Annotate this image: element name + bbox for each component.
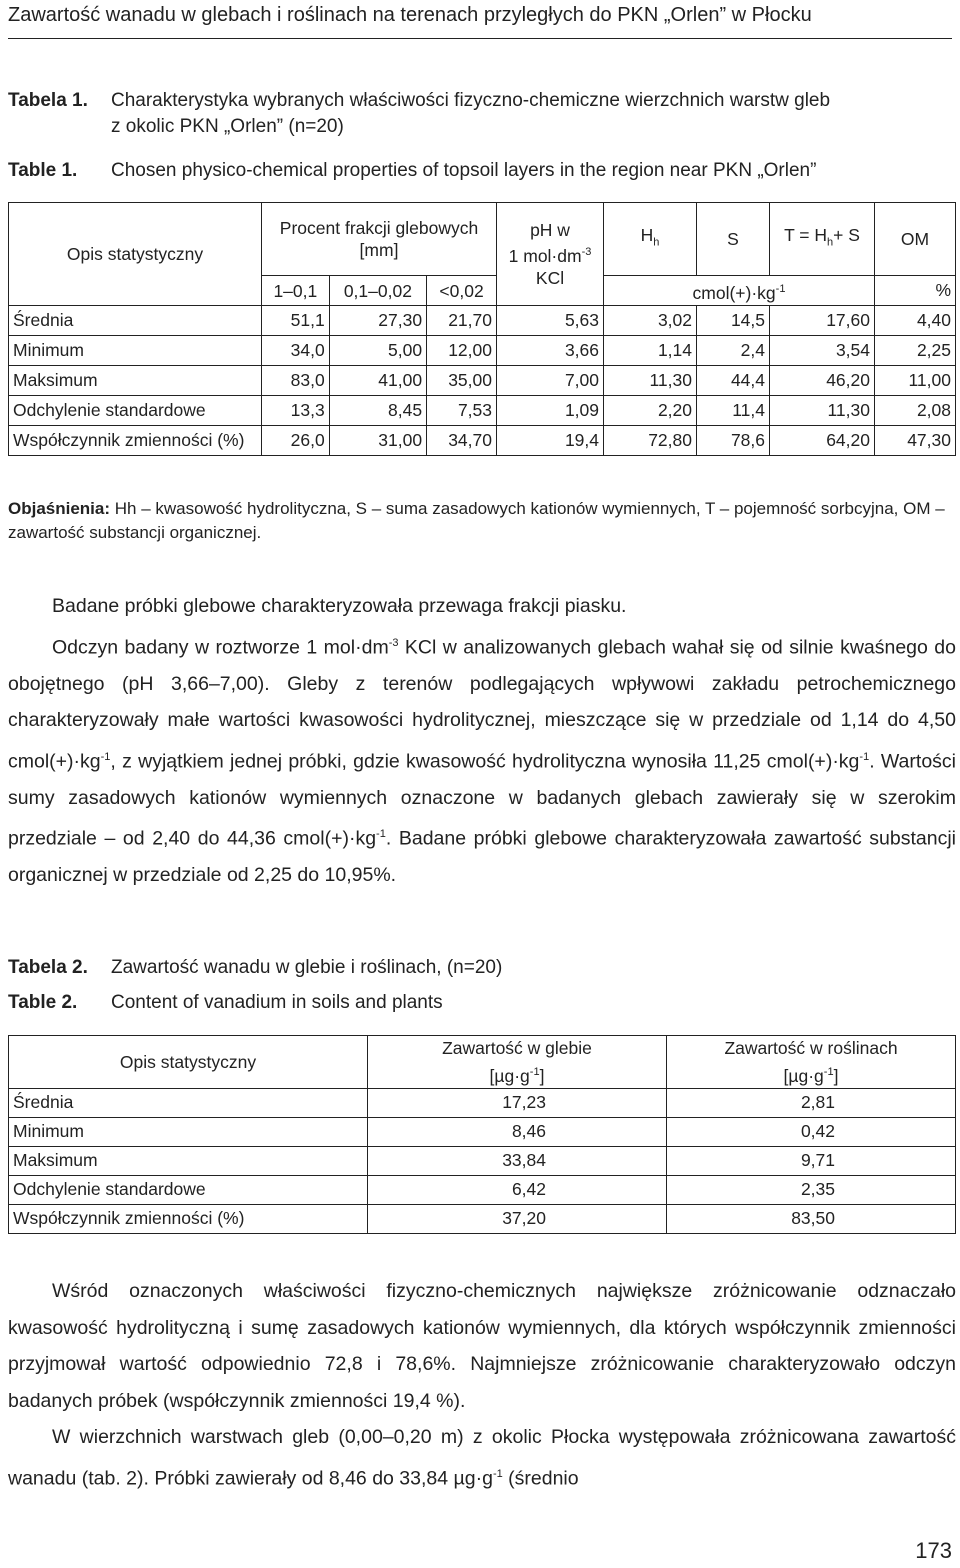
table-cell: 51,1 <box>262 306 330 336</box>
table-cell: 2,20 <box>604 396 697 426</box>
row-label: Minimum <box>9 1117 368 1146</box>
row-label: Współczynnik zmienności (%) <box>9 426 262 456</box>
row-label: Odchylenie standardowe <box>9 1175 368 1204</box>
table-row <box>9 1204 956 1233</box>
t1-unit-pct: % <box>875 276 956 306</box>
table2 <box>8 1035 956 1234</box>
table-cell: 5,00 <box>329 336 426 366</box>
table2-caption-en: Table 2. Content of vanadium in soils and plants <box>8 992 443 1013</box>
table-cell: 26,0 <box>262 426 330 456</box>
table-cell: 41,00 <box>329 366 426 396</box>
table-cell: 2,4 <box>697 336 770 366</box>
table-cell: 33,84 <box>368 1146 667 1175</box>
row-label: Odchylenie standardowe <box>9 396 262 426</box>
t1-header-t: $T = H_h+ S$ <box>770 203 875 276</box>
table-cell: 17,60 <box>770 306 875 336</box>
table-row <box>9 306 956 336</box>
table-cell: 11,30 <box>604 366 697 396</box>
table-cell: 7,53 <box>427 396 497 426</box>
t1-sub-f1: 1–0,1 <box>262 276 330 306</box>
t1-unit-cmol: $cmol(+)\cdot kg^{-1}$ <box>604 276 875 306</box>
table-cell: 11,30 <box>770 396 875 426</box>
table-cell: 8,46 <box>368 1117 667 1146</box>
t2-header-desc: Opis statystyczny <box>9 1036 368 1089</box>
table-cell: 0,42 <box>667 1117 956 1146</box>
table-cell: 12,00 <box>427 336 497 366</box>
table-row <box>9 1146 956 1175</box>
row-label: Współczynnik zmienności (%) <box>9 1204 368 1233</box>
table-cell: 3,54 <box>770 336 875 366</box>
table2-caption-pl: Tabela 2. Zawartość wanadu w glebie i roślinach, (n=20) <box>8 957 503 978</box>
table-row <box>9 1175 956 1204</box>
t1-header-hh: $H_h$ <box>604 203 697 276</box>
row-label: Średnia <box>9 306 262 336</box>
table-cell: 83,0 <box>262 366 330 396</box>
table-row <box>9 336 956 366</box>
table-cell: 27,30 <box>329 306 426 336</box>
row-label: Maksimum <box>9 366 262 396</box>
table-row <box>9 426 956 456</box>
table-cell: 31,00 <box>329 426 426 456</box>
table-cell: 9,71 <box>667 1146 956 1175</box>
t1-header-desc: Opis statystyczny <box>9 203 262 306</box>
table-cell: 34,70 <box>427 426 497 456</box>
t1-header-fraction: Procent frakcji glebowych [mm] <box>262 203 497 276</box>
running-header: Zawartość wanadu w glebach i roślinach na terenach przyległych do PKN „Orlen” w Płocku <box>8 2 952 39</box>
table-cell: 19,4 <box>497 426 604 456</box>
table-cell: 8,45 <box>329 396 426 426</box>
t1-header-ph: pH w 1 $mol\cdot dm^{-3}$ KCl <box>497 203 604 306</box>
row-label: Średnia <box>9 1088 368 1117</box>
table-cell: 4,40 <box>875 306 956 336</box>
table-cell: 2,25 <box>875 336 956 366</box>
t1-sub-f3: <0,02 <box>427 276 497 306</box>
table-cell: 1,14 <box>604 336 697 366</box>
table-cell: 6,42 <box>368 1175 667 1204</box>
table-cell: 2,08 <box>875 396 956 426</box>
table-cell: 3,66 <box>497 336 604 366</box>
table-cell: 35,00 <box>427 366 497 396</box>
t2-header-soil: Zawartość w glebie $[\mu g\cdot g^{-1}]$ <box>368 1036 667 1089</box>
table-cell: 13,3 <box>262 396 330 426</box>
table-row <box>9 396 956 426</box>
table-cell: 5,63 <box>497 306 604 336</box>
table-cell: 47,30 <box>875 426 956 456</box>
t1-sub-f2: 0,1–0,02 <box>329 276 426 306</box>
table-cell: 11,00 <box>875 366 956 396</box>
table-cell: 46,20 <box>770 366 875 396</box>
table-cell: 44,4 <box>697 366 770 396</box>
table-cell: 34,0 <box>262 336 330 366</box>
table1-explanation: Objaśnienia: Hh – kwasowość hydrolityczna, S – suma zasadowych kationów wymiennych, T – pojemność sorbcyjna, OM – zawartość substancji organicznej. <box>8 499 945 542</box>
table-cell: 78,6 <box>697 426 770 456</box>
table1-caption-en: Table 1. Chosen physico-chemical properties of topsoil layers in the region near PKN „Orlen” <box>8 160 817 181</box>
t1-header-om: OM <box>875 203 956 276</box>
table-cell: 37,20 <box>368 1204 667 1233</box>
table1 <box>8 202 956 456</box>
table-cell: 11,4 <box>697 396 770 426</box>
table-cell: 64,20 <box>770 426 875 456</box>
row-label: Minimum <box>9 336 262 366</box>
table-cell: 21,70 <box>427 306 497 336</box>
table-cell: 7,00 <box>497 366 604 396</box>
paragraph-2: Wśród oznaczonych właściwości fizyczno-chemicznych największe zróżnicowanie odznaczało kwasowość hydrolityczną i sumę zasadowych kationów wymiennych, dla których współczynnik zmienności przyjmował wartość odpowiednio 72,8 i 78,6%. Najmniejsze zróżnicowanie charakteryzowało odczyn badanych próbek (współczynnik zmienności 19,4 %). W wierzchnich warstwach gleb (0,00–0,20 m) z okolic Płocka występowała zróżnicowana zawartość wanadu (tab. 2). Próbki zawierały od 8,46 do 33,84 $\mu g\cdot g^{-1}$ (średnio <box>8 1280 956 1489</box>
table-row <box>9 1117 956 1146</box>
table-cell: 17,23 <box>368 1088 667 1117</box>
paragraph-1: Badane próbki glebowe charakteryzowała przewaga frakcji piasku. Odczyn badany w roztworze 1 $mol\cdot dm^{-3}$ KCl w analizowanych glebach wahał się od silnie kwaśnego do obojętnego (pH 3,66–7,00). Gleby z terenów podlegających wpływowi zakładu petrochemicznego charakteryzowały małe wartości kwasowości hydrolitycznej, mieszczące się w przedziale od 1,14 do 4,50 $cmol(+)\cdot kg^{-1}$, z wyjątkiem jednej próbki, gdzie kwasowość hydrolityczna wynosiła 11,25 $cmol(+)\cdot kg^{-1}$. Wartości sumy zasadowych kationów wymiennych oznaczone w badanych glebach zawierały się w szerokim przedziale – od 2,40 do 44,36 $cmol(+)\cdot kg^{-1}$. Badane próbki glebowe charakteryzowała zawartość substancji organicznej w przedziale od 2,25 do 10,95%. <box>8 595 956 886</box>
t1-header-s: S <box>697 203 770 276</box>
table-cell: 1,09 <box>497 396 604 426</box>
table-row <box>9 366 956 396</box>
t2-header-plants: Zawartość w roślinach $[\mu g\cdot g^{-1}]$ <box>667 1036 956 1089</box>
table-row <box>9 1088 956 1117</box>
table-cell: 14,5 <box>697 306 770 336</box>
table1-caption-pl: Tabela 1. Charakterystyka wybranych właściwości fizyczno-chemiczne wierzchnich warstw gleb z okolic PKN „Orlen” (n=20) <box>8 90 831 137</box>
table-cell: 2,35 <box>667 1175 956 1204</box>
table-cell: 3,02 <box>604 306 697 336</box>
table-cell: 2,81 <box>667 1088 956 1117</box>
page-number: 173 <box>915 1538 952 1563</box>
row-label: Maksimum <box>9 1146 368 1175</box>
table-cell: 72,80 <box>604 426 697 456</box>
table-cell: 83,50 <box>667 1204 956 1233</box>
